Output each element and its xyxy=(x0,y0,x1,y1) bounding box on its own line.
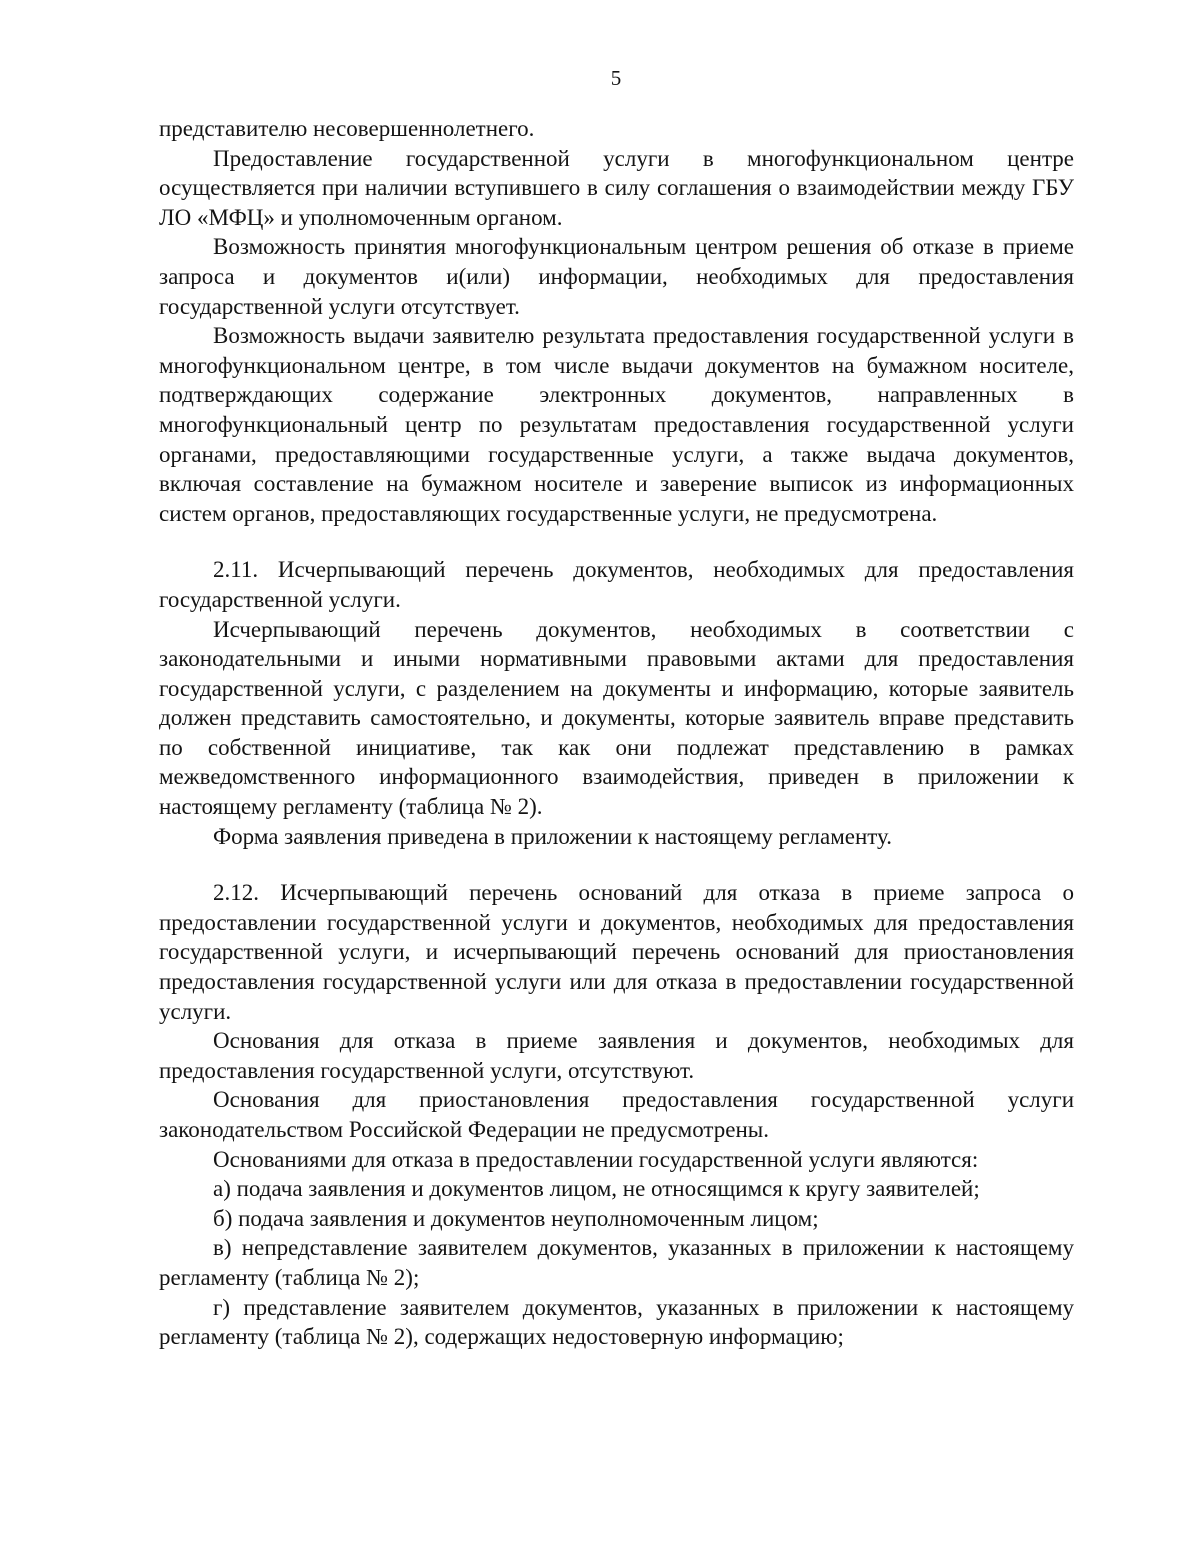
paragraph-documents-list: Исчерпывающий перечень документов, необходимых в соответствии с законодательными и иными нормативными правовыми актами для предоставления государственной услуги, с разделением на документы и информацию, которые заявитель должен представить самостоятельно, и документы, которые заявитель вправе представить по собственной инициативе, так как они подлежат представлению в рамках межведомственного информационного взаимодействия, приведен в приложении к настоящему регламенту (таблица № 2). xyxy=(159,616,1074,820)
paragraph-mfc-service: Предоставление государственной услуги в многофункциональном центре осуществляется при наличии вступившего в силу соглашения о взаимодействии между ГБУ ЛО «МФЦ» и уполномоченным органом. xyxy=(159,145,1074,230)
paragraph-no-suspension-grounds: Основания для приостановления предоставления государственной услуги законодательством Российской Федерации не предусмотрены. xyxy=(159,1087,1074,1142)
paragraph-mfc-issuance: Возможность выдачи заявителю результата предоставления государственной услуги в многофункциональном центре, в том числе выдачи документов на бумажном носителе, подтверждающих содержание электронных документов, направленных в многофункциональный центр по результатам предоставления государственной услуги органами, предоставляющими государственные услуги, а также выдача документов, включая составление на бумажном носителе и заверение выписок из информационных систем органов, предоставляющих государственные услуги, не предусмотрена. xyxy=(159,323,1074,526)
list-item-a: а) подача заявления и документов лицом, не относящимся к кругу заявителей; xyxy=(213,1176,980,1202)
paragraph-no-refusal-grounds: Основания для отказа в приеме заявления и документов, необходимых для предоставления государственной услуги, отсутствуют. xyxy=(159,1028,1074,1083)
paragraph-continuation: представителю несовершеннолетнего. xyxy=(159,116,535,141)
paragraph-refusal-grounds-intro: Основаниями для отказа в предоставлении государственной услуги являются: xyxy=(213,1146,979,1172)
document-body xyxy=(159,114,1074,1352)
paragraph-application-form: Форма заявления приведена в приложении к настоящему регламенту. xyxy=(213,823,892,849)
page-number: 5 xyxy=(610,66,622,90)
list-item-g: г) представление заявителем документов, указанных в приложении к настоящему регламенту (таблица № 2), содержащих недостоверную информацию; xyxy=(159,1294,1074,1350)
section-heading-2-11: 2.11. Исчерпывающий перечень документов, необходимых для предоставления государственной услуги. xyxy=(159,557,1074,612)
section-heading-2-12: 2.12. Исчерпывающий перечень оснований для отказа в приеме запроса о предоставлении государственной услуги и документов, необходимых для предоставления государственной услуги, и исчерпывающий перечень оснований для приостановления предоставления государственной услуги или для отказа в предоставлении государственной услуги. xyxy=(159,880,1074,1024)
list-item-v: в) непредставление заявителем документов, указанных в приложении к настоящему регламенту (таблица № 2); xyxy=(159,1235,1074,1290)
paragraph-mfc-refusal: Возможность принятия многофункциональным центром решения об отказе в приеме запроса и документов и(или) информации, необходимых для предоставления государственной услуги отсутствует. xyxy=(159,234,1074,319)
list-item-b: б) подача заявления и документов неуполномоченным лицом; xyxy=(213,1205,819,1231)
